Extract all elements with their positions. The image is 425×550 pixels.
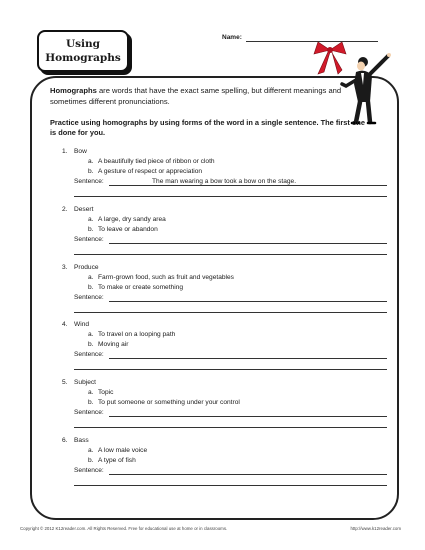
answer-line-2[interactable]: [74, 485, 387, 486]
sentence-label: Sentence:: [74, 294, 104, 301]
definition-a: a. Topic: [88, 389, 114, 396]
item-number: 1.: [62, 148, 68, 155]
example-sentence: The man wearing a bow took a bow on the stage.: [152, 178, 297, 185]
website-link[interactable]: http://www.k12reader.com: [350, 526, 401, 531]
intro-keyword: Homographs: [50, 86, 97, 95]
item-number: 4.: [62, 321, 68, 328]
worksheet-title: [37, 30, 129, 72]
answer-line-2[interactable]: [74, 369, 387, 370]
definition-b: b. A gesture of respect or appreciation: [88, 168, 203, 175]
sentence-label: Sentence:: [74, 178, 104, 185]
definition-a: a. A large, dry sandy area: [88, 216, 166, 223]
definition-b: b. A type of fish: [88, 457, 136, 464]
item-word: Wind: [74, 321, 90, 328]
copyright-notice: Copyright © 2012 K12reader.com. All Rights Reserved. Free for educational use at home or in classrooms.: [20, 526, 228, 531]
name-label: Name:: [222, 34, 242, 41]
definition-a: a. Farm-grown food, such as fruit and vegetables: [88, 274, 234, 281]
sentence-label: Sentence:: [74, 236, 104, 243]
item-word: Bass: [74, 437, 89, 444]
item-number: 2.: [62, 206, 68, 213]
sentence-label: Sentence:: [74, 409, 104, 416]
definition-b: b. To leave or abandon: [88, 226, 158, 233]
sentence-label: Sentence:: [74, 351, 104, 358]
intro-text: are words that have the exact same spelling, but different meanings and sometimes different pronunciations.: [50, 86, 342, 106]
definition-a: a. A low male voice: [88, 447, 148, 454]
item-number: 3.: [62, 264, 68, 271]
item-word: Subject: [74, 379, 96, 386]
intro-paragraph: [50, 86, 370, 107]
item-number: 6.: [62, 437, 68, 444]
sentence-answer-line[interactable]: [109, 301, 387, 302]
definition-b: b. Moving air: [88, 341, 129, 348]
item-number: 5.: [62, 379, 68, 386]
sentence-answer-line[interactable]: [109, 416, 387, 417]
sentence-answer-line[interactable]: [109, 358, 387, 359]
ribbon-bow-icon: [314, 42, 346, 74]
gentleman-bowing-illustration: [300, 40, 395, 125]
title-line-2: Homographs: [45, 52, 121, 64]
answer-line-2[interactable]: [74, 196, 387, 197]
item-word: Bow: [74, 148, 87, 155]
instructions: Practice using homographs by using forms of the word in a single sentence. The first one is done for you.: [50, 118, 365, 137]
sentence-answer-line[interactable]: [109, 243, 387, 244]
item-word: Desert: [74, 206, 94, 213]
sentence-label: Sentence:: [74, 467, 104, 474]
definition-b: b. To make or create something: [88, 284, 184, 291]
answer-line-2[interactable]: [74, 427, 387, 428]
answer-line-2[interactable]: [74, 312, 387, 313]
item-word: Produce: [74, 264, 99, 271]
definition-a: a. A beautifully tied piece of ribbon or cloth: [88, 158, 215, 165]
definition-a: a. To travel on a looping path: [88, 331, 176, 338]
sentence-answer-line[interactable]: [109, 474, 387, 475]
title-line-1: Using: [65, 38, 101, 50]
answer-line-2[interactable]: [74, 254, 387, 255]
definition-b: b. To put someone or something under your control: [88, 399, 240, 406]
